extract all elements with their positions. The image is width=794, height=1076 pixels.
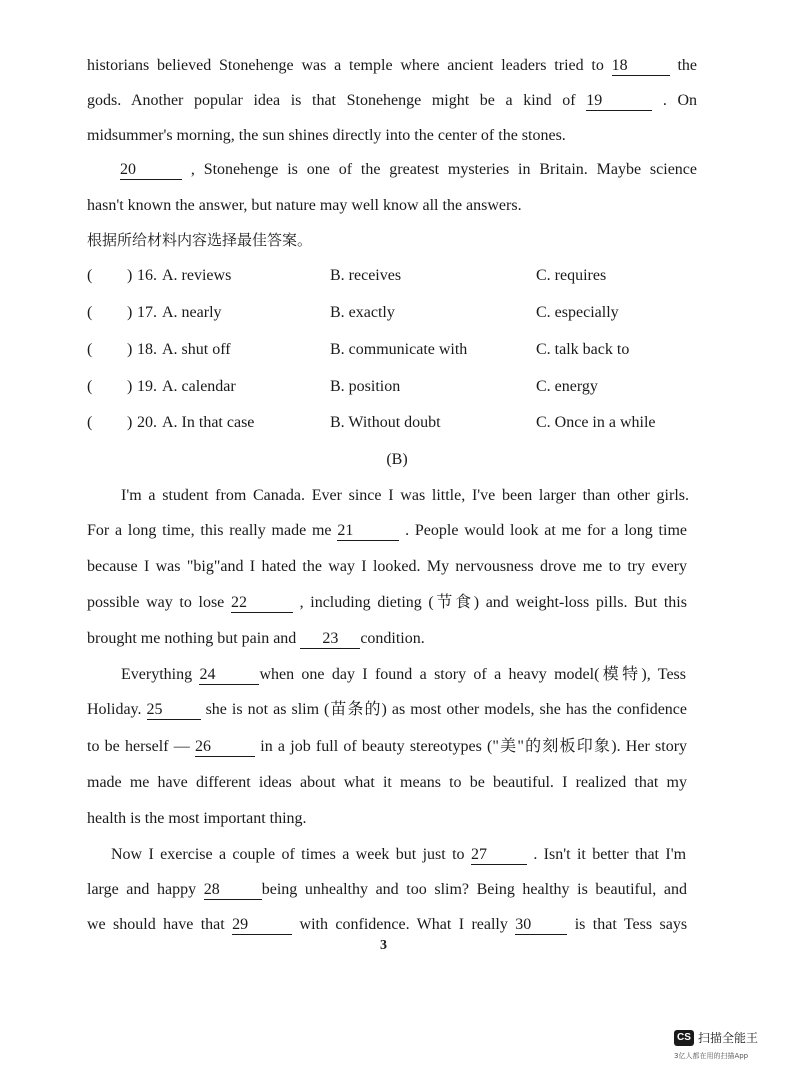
passage-b-line-6: Everything 24 when one day I found a story of a heavy model(模特), Tess	[121, 666, 686, 683]
blank-26: 26	[195, 738, 255, 757]
blank-25: 25	[147, 701, 201, 720]
passage-b-line-8: to be herself — 26 in a job full of beauty stereotypes ("美"的刻板印象). Her story	[87, 738, 688, 755]
blank-22: 22	[231, 594, 293, 613]
question-number: 20.	[137, 414, 157, 431]
blank-19: 19	[586, 92, 652, 111]
option-a: A. In that case	[162, 414, 255, 431]
answer-paren-close: )	[127, 414, 133, 431]
blank-20: 20	[120, 161, 182, 180]
section-b-heading: (B)	[386, 451, 408, 468]
option-b: B. Without doubt	[330, 414, 441, 431]
blank-30: 30	[515, 916, 567, 935]
question-row-16	[87, 265, 697, 287]
blank-28: 28	[204, 881, 262, 900]
option-c: C. especially	[536, 304, 619, 321]
question-row-17	[87, 302, 697, 324]
option-a: A. reviews	[162, 267, 232, 284]
passage-b-line-10: health is the most important thing.	[87, 810, 307, 827]
option-a: A. nearly	[162, 304, 222, 321]
option-a: A. calendar	[162, 378, 236, 395]
passage-b-line-2: For a long time, this really made me 21 . People would look at me for a long time	[87, 522, 687, 539]
passage-a-line-5: hasn't known the answer, but nature may well know all the answers.	[87, 197, 522, 214]
passage-a-line-3: midsummer's morning, the sun shines directly into the center of the stones.	[87, 127, 566, 144]
question-number: 17.	[137, 304, 157, 321]
passage-b-line-12: large and happy 28 being unhealthy and too slim? Being healthy is beautiful, and	[87, 881, 687, 898]
answer-paren-open: (	[87, 267, 93, 284]
question-number: 16.	[137, 267, 157, 284]
answer-paren-open: (	[87, 414, 93, 431]
option-c: C. Once in a while	[536, 414, 656, 431]
question-number: 18.	[137, 341, 157, 358]
answer-paren-open: (	[87, 341, 93, 358]
blank-18: 18	[612, 57, 670, 76]
page-number: 3	[380, 938, 387, 953]
scanner-watermark	[674, 1030, 774, 1070]
option-c: C. requires	[536, 267, 607, 284]
blank-27: 27	[471, 846, 527, 865]
passage-b-line-7: Holiday. 25 she is not as slim (苗条的) as most other models, she has the confidence	[87, 701, 687, 718]
passage-a-line-1: historians believed Stonehenge was a temple where ancient leaders tried to 18 the	[87, 57, 698, 74]
scanner-app-name: 扫描全能王	[698, 1031, 759, 1045]
blank-23: 23	[300, 630, 360, 649]
blank-29: 29	[232, 916, 292, 935]
answer-paren-close: )	[127, 341, 133, 358]
question-row-20	[87, 412, 697, 434]
passage-b-line-11: Now I exercise a couple of times a week but just to 27 . Isn't it better that I'm	[111, 846, 687, 863]
option-b: B. exactly	[330, 304, 395, 321]
scanner-logo-icon: CS	[674, 1030, 694, 1046]
blank-21: 21	[337, 522, 399, 541]
passage-a-line-2: gods. Another popular idea is that Stonehenge might be a kind of 19 . On	[87, 92, 698, 109]
instruction: 根据所给材料内容选择最佳答案。	[87, 231, 313, 249]
option-c: C. energy	[536, 378, 598, 395]
passage-b-line-3: because I was "big"and I hated the way I looked. My nervousness drove me to try every	[87, 558, 687, 575]
passage-b-line-5: brought me nothing but pain and 23 condition.	[87, 630, 425, 647]
scanner-tagline: 3亿人都在用的扫描App	[674, 1052, 749, 1060]
question-row-18	[87, 339, 697, 361]
option-a: A. shut off	[162, 341, 231, 358]
answer-paren-close: )	[127, 304, 133, 321]
option-c: C. talk back to	[536, 341, 630, 358]
answer-paren-open: (	[87, 304, 93, 321]
passage-b-line-9: made me have different ideas about what it means to be beautiful. I realized that my	[87, 774, 687, 791]
option-b: B. position	[330, 378, 401, 395]
question-number: 19.	[137, 378, 157, 395]
answer-paren-open: (	[87, 378, 93, 395]
passage-b-line-4: possible way to lose 22 , including dieting (节食) and weight-loss pills. But this	[87, 594, 687, 611]
passage-b-line-13: we should have that 29 with confidence. What I really 30 is that Tess says	[87, 916, 688, 933]
question-row-19	[87, 376, 697, 398]
blank-24: 24	[199, 666, 259, 685]
passage-b-line-1: I'm a student from Canada. Ever since I was little, I've been larger than other girls.	[121, 487, 689, 504]
answer-paren-close: )	[127, 378, 133, 395]
passage-a-line-4: 20 , Stonehenge is one of the greatest mysteries in Britain. Maybe science	[120, 161, 697, 178]
answer-paren-close: )	[127, 267, 133, 284]
option-b: B. communicate with	[330, 341, 468, 358]
option-b: B. receives	[330, 267, 402, 284]
